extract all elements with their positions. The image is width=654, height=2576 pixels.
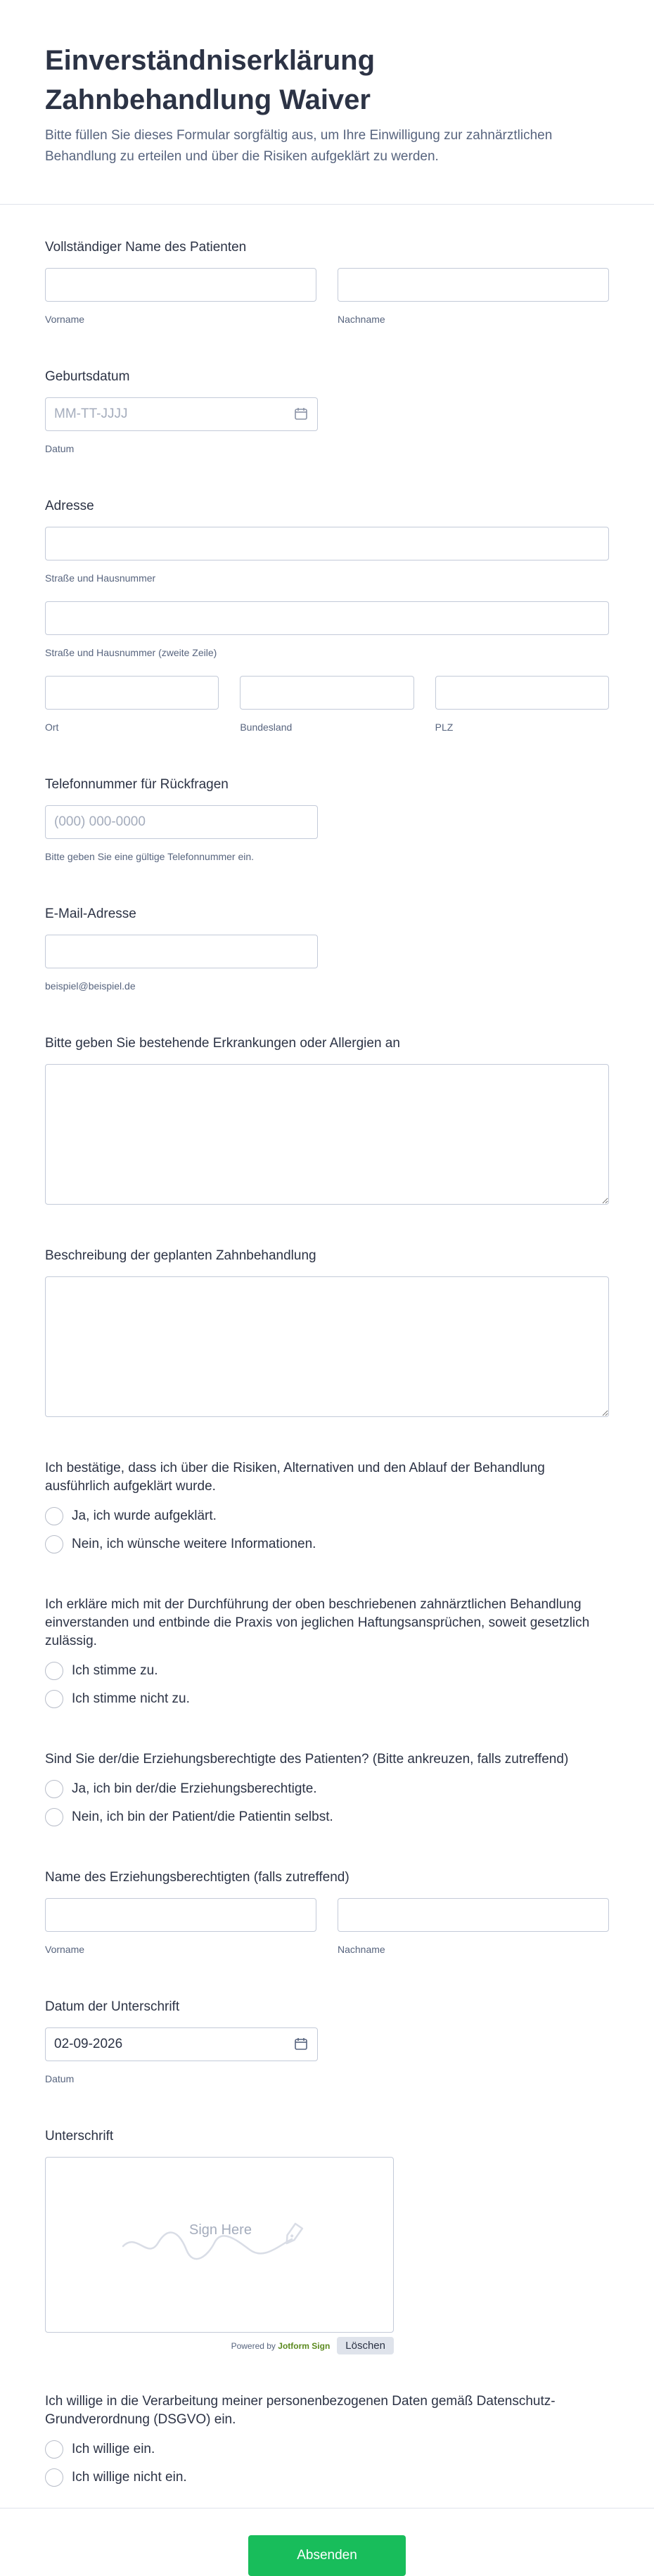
form-title <box>45 41 609 120</box>
radio-button[interactable] <box>45 1535 63 1553</box>
submit-button[interactable]: Absenden <box>248 2535 406 2576</box>
informed-label: Ich bestätige, dass ich über die Risiken, Alternativen und den Ablauf der Behandlung ausführlich aufgeklärt wurde. <box>45 1461 545 1494</box>
powered-by-prefix: Powered by <box>231 2340 276 2351</box>
guardian-name-label: Name des Erziehungsberechtigten (falls zutreffend) <box>45 1870 350 1885</box>
birthdate-sublabel: Datum <box>45 443 75 454</box>
guardian-option-no-label: Nein, ich bin der Patient/die Patientin selbst. <box>72 1809 333 1824</box>
consent-option-disagree-label: Ich stimme nicht zu. <box>72 1691 190 1706</box>
informed-option-yes[interactable] <box>45 1507 609 1525</box>
informed-option-no-label: Nein, ich wünsche weitere Informationen. <box>72 1537 316 1551</box>
guardian-question-field <box>45 1750 609 1826</box>
patient-first-name-sublabel: Vorname <box>45 314 85 325</box>
sign-here-text: Sign Here <box>189 2222 252 2238</box>
birthdate-input[interactable] <box>45 397 318 431</box>
guardian-first-name-sublabel: Vorname <box>45 1944 85 1955</box>
phone-sublabel: Bitte geben Sie eine gültige Telefonnummer ein. <box>45 851 255 862</box>
form-header <box>0 0 654 205</box>
street2-sublabel: Straße und Hausnummer (zweite Zeile) <box>45 647 217 658</box>
clear-signature-button[interactable]: Löschen <box>337 2337 394 2354</box>
gdpr-option-agree[interactable] <box>45 2440 609 2459</box>
street2-input[interactable] <box>45 601 609 635</box>
consent-field <box>45 1596 609 1708</box>
gdpr-field <box>45 2392 609 2487</box>
address-label: Adresse <box>45 499 94 513</box>
gdpr-option-disagree-label: Ich willige nicht ein. <box>72 2470 187 2485</box>
powered-by <box>231 2341 331 2351</box>
radio-button[interactable] <box>45 2468 63 2487</box>
sign-date-input[interactable] <box>45 2027 318 2061</box>
gdpr-option-disagree[interactable] <box>45 2468 609 2487</box>
patient-name-field <box>45 238 609 326</box>
email-input[interactable] <box>45 935 318 968</box>
guardian-last-name-sublabel: Nachname <box>338 1944 385 1955</box>
radio-button[interactable] <box>45 2440 63 2459</box>
sign-here-hint <box>116 2218 327 2271</box>
signature-pad[interactable] <box>45 2157 394 2333</box>
radio-button[interactable] <box>45 1662 63 1680</box>
submit-area <box>0 2508 654 2576</box>
guardian-option-no[interactable] <box>45 1808 609 1826</box>
zip-input[interactable] <box>435 676 609 710</box>
email-sublabel: beispiel@beispiel.de <box>45 980 136 992</box>
gdpr-label: Ich willige in die Verarbeitung meiner personenbezogenen Daten gemäß Datenschutz-Grundverordnung (DSGVO) ein. <box>45 2394 556 2427</box>
informed-field <box>45 1459 609 1553</box>
patient-name-label: Vollständiger Name des Patienten <box>45 240 247 255</box>
gdpr-option-agree-label: Ich willige ein. <box>72 2442 155 2456</box>
form-body <box>0 205 654 2487</box>
phone-field <box>45 776 609 863</box>
radio-button[interactable] <box>45 1507 63 1525</box>
state-sublabel: Bundesland <box>240 722 293 733</box>
guardian-option-yes-label: Ja, ich bin der/die Erziehungsberechtigte. <box>72 1781 317 1796</box>
calendar-icon[interactable] <box>294 2037 308 2051</box>
street-sublabel: Straße und Hausnummer <box>45 572 156 584</box>
form-title-line1: Einverständniserklärung <box>45 45 376 76</box>
street-input[interactable] <box>45 527 609 560</box>
guardian-option-yes[interactable] <box>45 1780 609 1798</box>
informed-option-no[interactable] <box>45 1535 609 1553</box>
treatment-textarea[interactable] <box>45 1276 609 1417</box>
guardian-first-name-input[interactable] <box>45 1898 316 1932</box>
treatment-field <box>45 1247 609 1417</box>
state-input[interactable] <box>240 676 413 710</box>
guardian-question-label: Sind Sie der/die Erziehungsberechtigte des Patienten? (Bitte ankreuzen, falls zutreffend) <box>45 1752 569 1767</box>
conditions-field <box>45 1034 609 1205</box>
patient-first-name-input[interactable] <box>45 268 316 302</box>
conditions-label: Bitte geben Sie bestehende Erkrankungen oder Allergien an <box>45 1036 400 1051</box>
conditions-textarea[interactable] <box>45 1064 609 1205</box>
consent-option-agree-label: Ich stimme zu. <box>72 1663 158 1678</box>
guardian-name-field <box>45 1869 609 1956</box>
calendar-icon[interactable] <box>294 406 308 421</box>
powered-by-brand: Jotform Sign <box>278 2340 331 2351</box>
signature-label: Unterschrift <box>45 2129 114 2144</box>
signature-footer <box>45 2337 394 2354</box>
treatment-label: Beschreibung der geplanten Zahnbehandlung <box>45 1248 316 1263</box>
radio-button[interactable] <box>45 1690 63 1708</box>
email-label: E-Mail-Adresse <box>45 906 136 921</box>
radio-button[interactable] <box>45 1780 63 1798</box>
city-sublabel: Ort <box>45 722 59 733</box>
birthdate-field <box>45 368 609 455</box>
form-title-line2: Zahnbehandlung Waiver <box>45 84 371 115</box>
consent-option-agree[interactable] <box>45 1662 609 1680</box>
zip-sublabel: PLZ <box>435 722 454 733</box>
patient-last-name-input[interactable] <box>338 268 609 302</box>
signature-field <box>45 2127 609 2354</box>
email-field <box>45 905 609 992</box>
guardian-last-name-input[interactable] <box>338 1898 609 1932</box>
form-subtitle: Bitte füllen Sie dieses Formular sorgfältig aus, um Ihre Einwilligung zur zahnärztlichen Behandlung zu erteilen und über die Risiken aufgeklärt zu werden. <box>45 128 553 164</box>
phone-input[interactable] <box>45 805 318 839</box>
sign-date-sublabel: Datum <box>45 2073 75 2084</box>
phone-label: Telefonnummer für Rückfragen <box>45 777 229 792</box>
consent-label: Ich erkläre mich mit der Durchführung der oben beschriebenen zahnärztlichen Behandlung einverstanden und entbinde die Praxis von jeglichen Haftungsansprüchen, soweit gesetzlich zulässig. <box>45 1597 590 1648</box>
consent-option-disagree[interactable] <box>45 1690 609 1708</box>
sign-date-field <box>45 1998 609 2085</box>
city-input[interactable] <box>45 676 219 710</box>
radio-button[interactable] <box>45 1808 63 1826</box>
birthdate-label: Geburtsdatum <box>45 369 130 384</box>
address-field <box>45 497 609 733</box>
patient-last-name-sublabel: Nachname <box>338 314 385 325</box>
sign-date-label: Datum der Unterschrift <box>45 1999 180 2014</box>
informed-option-yes-label: Ja, ich wurde aufgeklärt. <box>72 1508 217 1523</box>
